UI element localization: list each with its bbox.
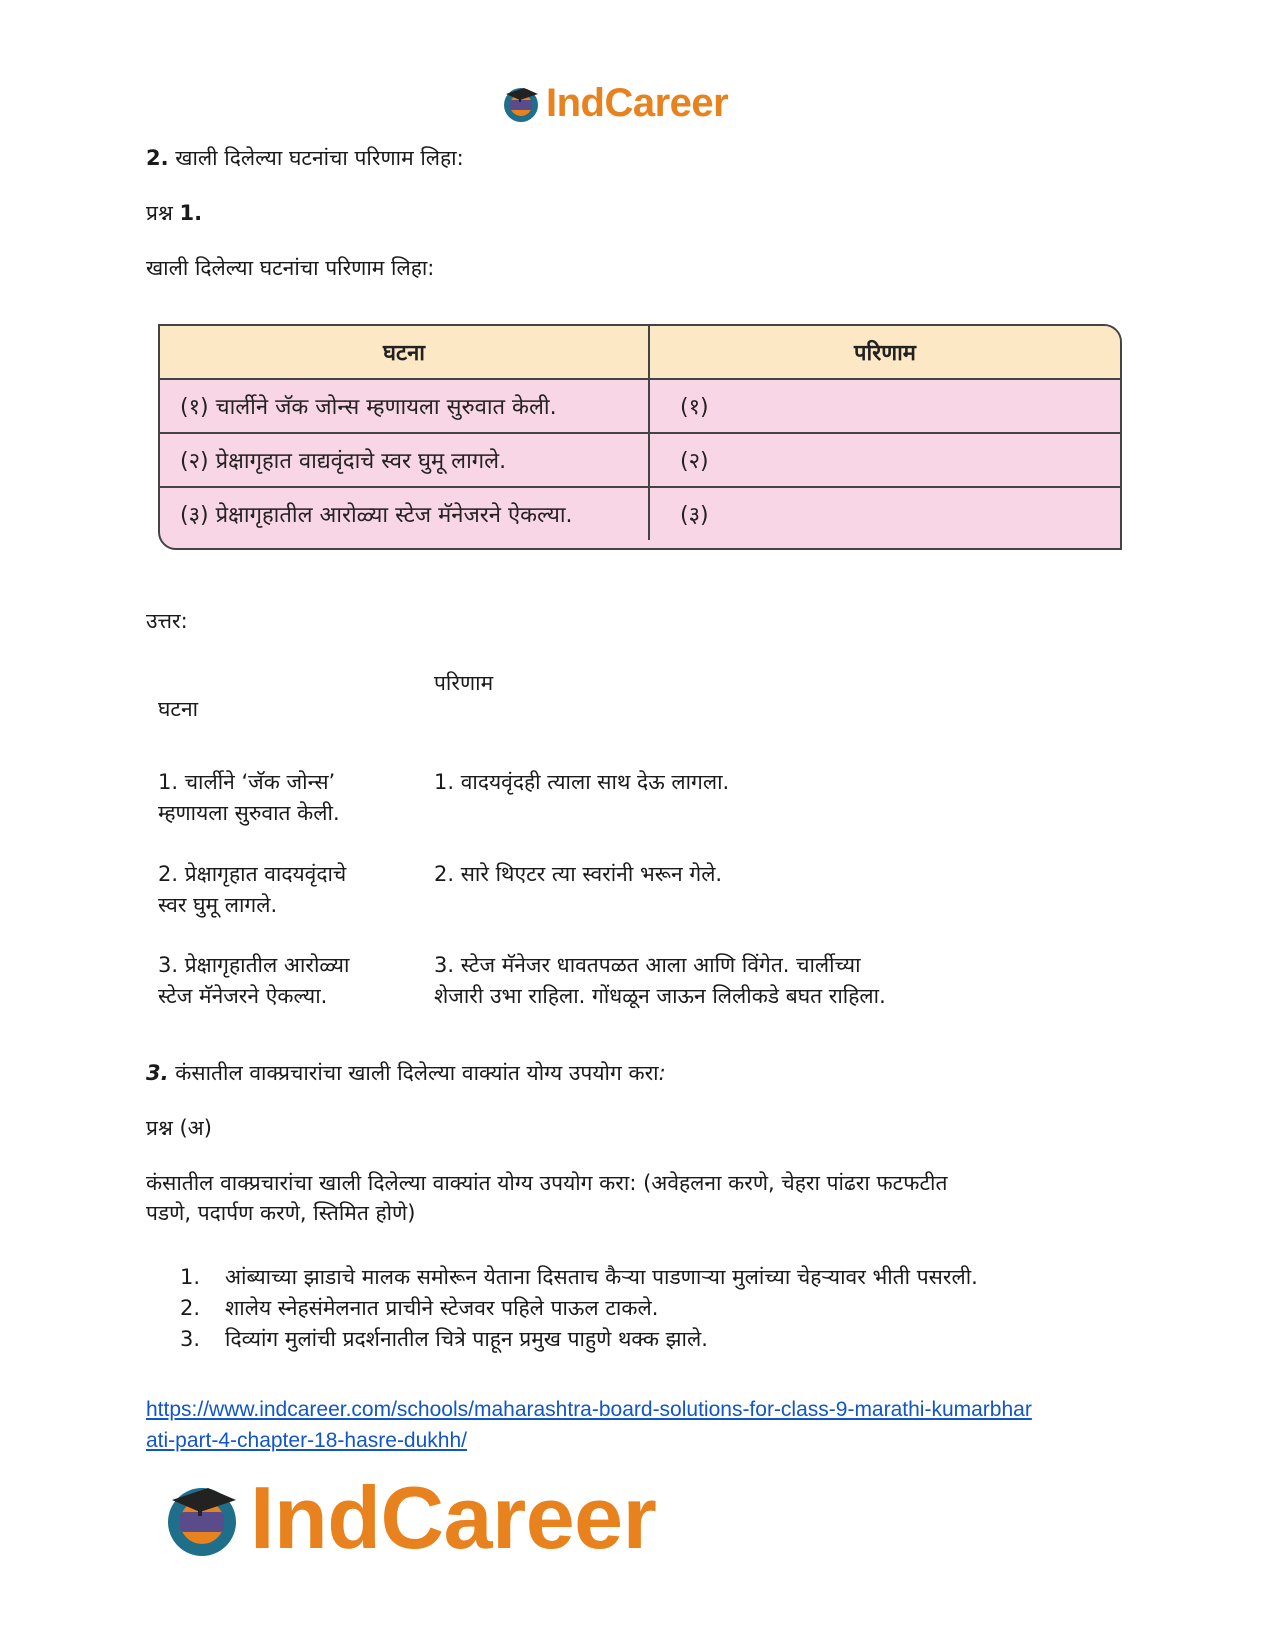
section3-heading <box>146 1058 666 1088</box>
table-cell-result: (२) <box>680 449 709 474</box>
logo-text: IndCareer <box>546 80 729 125</box>
answer-event-1 <box>158 767 340 829</box>
question-table <box>158 324 1122 550</box>
list-item-number: 1. <box>180 1265 201 1289</box>
answer-event-line: स्वर घुमू लागले. <box>158 893 278 917</box>
answer-result-line: 2. सारे थिएटर त्या स्वरांनी भरून गेले. <box>434 862 723 886</box>
list-item-number: 2. <box>180 1296 201 1320</box>
graduation-globe-icon <box>160 1476 244 1560</box>
section3-heading-colon: : <box>658 1061 666 1085</box>
instruction-line: पडणे, पदार्पण करणे, स्तिमित होणे) <box>146 1201 416 1225</box>
section2-heading <box>146 143 464 173</box>
list-item <box>180 1262 978 1293</box>
table-cell-event: (३) प्रेक्षागृहातील आरोळ्या स्टेज मॅनेजरने ऐकल्या. <box>160 488 650 540</box>
answer-col-result-header: परिणाम <box>434 671 494 695</box>
section3-instruction <box>146 1168 947 1228</box>
list-item-text: शालेय स्नेहसंमेलनात प्राचीने स्टेजवर पहिले पाऊल टाकले. <box>225 1296 659 1320</box>
table-cell-result: (३) <box>680 503 709 528</box>
table-cell-result: (१) <box>680 395 709 420</box>
answer-event-line: म्हणायला सुरुवात केली. <box>158 801 340 825</box>
question-label <box>146 198 202 228</box>
table-row <box>160 434 1120 488</box>
header-logo <box>500 78 728 128</box>
list-item-text: दिव्यांग मुलांची प्रदर्शनातील चित्रे पाहून प्रमुख पाहुणे थक्क झाले. <box>225 1327 708 1351</box>
answer-label: उत्तर: <box>146 609 188 633</box>
table-cell-event: (१) चार्लीने जॅक जोन्स म्हणायला सुरुवात केली. <box>160 380 650 432</box>
answer-result-1 <box>434 767 729 798</box>
question-number: 1. <box>179 201 203 225</box>
table-row <box>160 380 1120 434</box>
section2-heading-text: खाली दिलेल्या घटनांचा परिणाम लिहा: <box>175 146 464 170</box>
list-item-number: 3. <box>180 1327 201 1351</box>
footer-logo <box>160 1468 656 1568</box>
question-label-text: प्रश्न <box>146 201 173 225</box>
sentence-list <box>180 1262 978 1355</box>
table-row <box>160 488 1120 540</box>
list-item <box>180 1293 978 1324</box>
answer-result-line: 3. स्टेज मॅनेजर धावतपळत आला आणि विंगेत. चार्लीच्या <box>434 953 861 977</box>
source-link[interactable] <box>146 1394 1032 1456</box>
answer-result-3 <box>434 950 886 1012</box>
logo-text: IndCareer <box>250 1468 657 1567</box>
answer-event-line: 3. प्रेक्षागृहातील आरोळ्या <box>158 953 350 977</box>
list-item-text: आंब्याच्या झाडाचे मालक समोरून येताना दिसताच कैऱ्या पाडणाऱ्या मुलांच्या चेहऱ्यावर भीती पसरली. <box>225 1265 978 1289</box>
answer-event-line: 2. प्रेक्षागृहात वादयवृंदाचे <box>158 862 347 886</box>
table-cell-event: (२) प्रेक्षागृहात वाद्यवृंदाचे स्वर घुमू लागले. <box>160 434 650 486</box>
source-link-line[interactable]: ati-part-4-chapter-18-hasre-dukhh/ <box>146 1429 467 1452</box>
list-item <box>180 1324 978 1355</box>
question-instruction: खाली दिलेल्या घटनांचा परिणाम लिहा: <box>146 256 435 280</box>
answer-event-3 <box>158 950 349 1012</box>
answer-event-line: स्टेज मॅनेजरने ऐकल्या. <box>158 984 328 1008</box>
instruction-line: कंसातील वाक्प्रचारांचा खाली दिलेल्या वाक्यांत योग्य उपयोग करा: (अवेहलना करणे, चेहरा पांढरा फटफटीत <box>146 1171 948 1195</box>
section3-heading-num: 3. <box>146 1061 169 1085</box>
table-header-result: परिणाम <box>854 341 916 366</box>
answer-result-2 <box>434 859 722 890</box>
answer-col-event-header: घटना <box>158 697 199 721</box>
source-link-line[interactable]: https://www.indcareer.com/schools/maharashtra-board-solutions-for-class-9-marathi-kumarbhar <box>146 1398 1032 1421</box>
question-a-label: प्रश्न (अ) <box>146 1116 212 1140</box>
question-table-header <box>160 326 1120 380</box>
answer-result-line: शेजारी उभा राहिला. गोंधळून जाऊन लिलीकडे बघत राहिला. <box>434 984 886 1008</box>
section3-heading-text: कंसातील वाक्प्रचारांचा खाली दिलेल्या वाक्यांत योग्य उपयोग करा <box>175 1061 659 1085</box>
table-header-event: घटना <box>160 326 650 378</box>
answer-event-line: 1. चार्लीने ‘जॅक जोन्स’ <box>158 770 336 794</box>
answer-result-line: 1. वादयवृंदही त्याला साथ देऊ लागला. <box>434 770 730 794</box>
graduation-globe-icon <box>500 82 542 124</box>
section2-heading-num: 2. <box>146 146 169 170</box>
answer-event-2 <box>158 859 346 921</box>
